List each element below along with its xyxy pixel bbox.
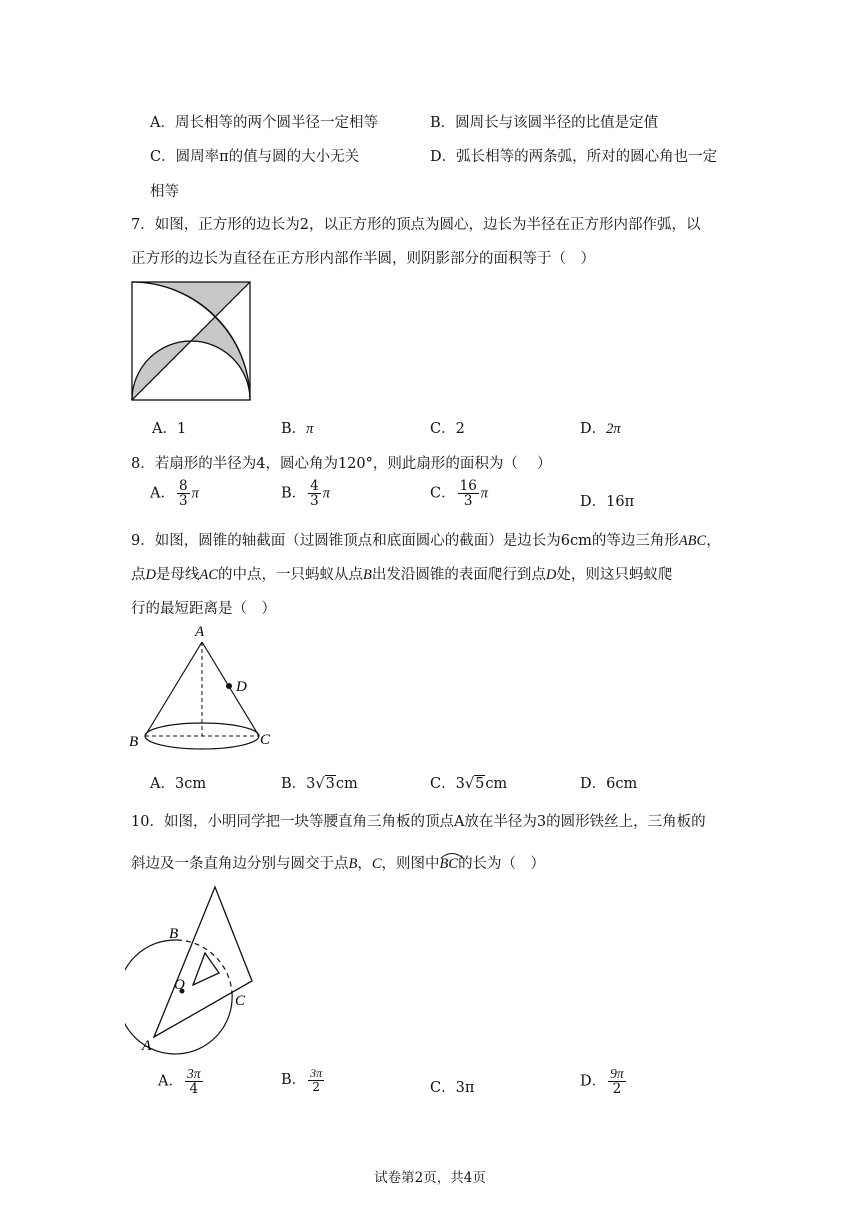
fraction-numerator: 16	[459, 478, 477, 494]
q9-option-c	[430, 772, 507, 793]
q10-text: ，则图中	[381, 856, 440, 872]
q9-var-b: B	[363, 567, 372, 583]
q10-text: 斜边及一条直角边分别与圆交于点	[131, 856, 349, 872]
q10-label-c: C	[235, 993, 246, 1009]
q7-option-c: C．2	[430, 421, 465, 437]
q6-option-d-line1: D．弧长相等的两条弧，所对的圆心角也一定	[430, 149, 718, 165]
q8-option-b	[281, 479, 330, 508]
q8-option-c-fraction	[458, 479, 479, 508]
q10-option-b-fraction	[308, 1067, 324, 1093]
page-footer: 试卷第2页，共4页	[374, 1170, 486, 1186]
q10-stem-line2	[131, 852, 545, 873]
q8-option-c-label: C．	[430, 485, 456, 502]
q10-label-a: A	[142, 1038, 152, 1054]
q9-label-a: A	[195, 624, 205, 640]
q9-option-d: D．6cm	[580, 776, 638, 792]
q10-label-b: B	[169, 926, 179, 942]
fraction-denominator: 3	[310, 493, 319, 510]
q8-option-d: D．16π	[580, 494, 635, 510]
q7-option-b	[281, 417, 313, 438]
q9-var-d: D	[545, 567, 557, 583]
q10-text: 的长为（ ）	[458, 856, 546, 872]
sqrt-symbol: √5	[464, 776, 485, 792]
fraction-denominator: 4	[189, 1081, 199, 1098]
q9-cone-figure	[125, 620, 285, 760]
q10-option-a-fraction	[185, 1067, 203, 1096]
fraction-numerator: 9π	[610, 1066, 624, 1081]
q9-text: 点	[131, 567, 146, 583]
q10-option-a	[158, 1067, 205, 1096]
pi-symbol: π	[191, 485, 199, 502]
pi-symbol: π	[480, 485, 489, 502]
q10-var-b: B	[348, 856, 358, 872]
arc-symbol-icon	[440, 851, 464, 859]
q10-label-o: O	[174, 977, 185, 993]
q6-option-b: B．圆周长与该圆半径的比值是定值	[430, 115, 659, 131]
q8-option-a-fraction	[177, 479, 190, 508]
fraction-denominator: 2	[312, 1079, 320, 1094]
q10-option-b	[281, 1067, 326, 1093]
q10-stem-line1: 10．如图，小明同学把一块等腰直角三角板的顶点A放在半径为3的圆形铁丝上，三角板的	[131, 814, 706, 830]
fraction-numerator: 4	[310, 478, 319, 494]
q9-var-d: D	[145, 567, 156, 583]
q9-text: 是母线	[155, 567, 200, 583]
q9-stem-line2	[131, 563, 672, 584]
q6-option-a: A．周长相等的两个圆半径一定相等	[150, 115, 378, 131]
sqrt-radicand: 3	[325, 776, 335, 792]
q10-text: ，	[357, 856, 372, 872]
fraction-denominator: 3	[178, 493, 188, 510]
q6-option-d-line2: 相等	[150, 184, 179, 200]
q8-stem: 8．若扇形的半径为4，圆心角为120°，则此扇形的面积为（ ）	[131, 456, 552, 472]
q8-option-b-fraction	[308, 479, 321, 508]
q10-arc-label: BC	[439, 856, 459, 872]
q9-var-ac: AC	[199, 567, 219, 583]
q9-text: 的中点，一只蚂蚁从点	[218, 567, 364, 583]
q9-option-c-label: C．3	[430, 776, 465, 792]
q9-label-d: D	[236, 679, 247, 695]
q8-option-a	[150, 479, 199, 508]
q10-option-a-label: A．	[158, 1073, 183, 1090]
q9-option-b	[281, 772, 358, 793]
q7-option-d	[580, 417, 621, 438]
q10-circle-figure	[125, 883, 265, 1055]
fraction-numerator: 3π	[310, 1066, 323, 1080]
q7-option-d-value: 2π	[606, 421, 621, 437]
q9-option-a: A．3cm	[150, 776, 207, 792]
q10-option-c: C．3π	[430, 1080, 475, 1096]
q9-label-c: C	[260, 732, 271, 748]
q6-option-c: C．圆周率π的值与圆的大小无关	[150, 149, 360, 165]
q9-text: 9．如图，圆锥的轴截面（过圆锥顶点和底面圆心的截面）是边长为6cm的等边三角形	[131, 533, 679, 549]
q9-text: 出发沿圆锥的表面爬行到点	[371, 567, 546, 583]
q9-label-b: B	[129, 734, 139, 750]
sqrt-radicand: 5	[475, 776, 485, 792]
q9-text: ，	[706, 533, 721, 549]
fraction-denominator: 3	[463, 493, 473, 510]
q10-option-d-label: D．	[580, 1073, 607, 1090]
q9-option-c-unit: cm	[485, 776, 508, 792]
q7-option-b-label: B．	[281, 421, 307, 437]
fraction-denominator: 2	[612, 1081, 622, 1098]
q7-stem-line1: 7．如图，正方形的边长为2，以正方形的顶点为圆心，边长为半径在正方形内部作弧，以	[131, 217, 701, 233]
q7-option-b-value: π	[306, 421, 314, 437]
q7-option-d-label: D．	[580, 421, 607, 437]
q10-option-d-fraction	[608, 1067, 626, 1096]
q10-option-b-label: B．	[281, 1072, 307, 1089]
q9-stem-line3: 行的最短距离是（ ）	[131, 601, 276, 617]
q7-option-a: A．1	[152, 421, 187, 437]
q10-var-c: C	[371, 856, 382, 872]
q9-var-abc: ABC	[678, 533, 707, 549]
q9-stem-line1	[131, 529, 721, 550]
sqrt-symbol: √3	[315, 776, 335, 792]
q9-text: 处，则这只蚂蚁爬	[556, 567, 673, 583]
q7-square-figure	[128, 278, 254, 404]
q10-option-d	[580, 1067, 628, 1096]
q9-option-b-unit: cm	[335, 776, 358, 792]
q8-option-c	[430, 479, 488, 508]
fraction-numerator: 8	[178, 478, 188, 494]
q8-option-b-label: B．	[281, 485, 307, 502]
q10-arc-bc	[440, 856, 459, 873]
fraction-numerator: 3π	[186, 1066, 201, 1081]
q8-option-a-label: A．	[150, 485, 175, 502]
q7-stem-line2: 正方形的边长为直径在正方形内部作半圆，则阴影部分的面积等于（ ）	[131, 251, 595, 267]
pi-symbol: π	[322, 485, 331, 502]
q9-option-b-label: B．3	[281, 776, 316, 792]
